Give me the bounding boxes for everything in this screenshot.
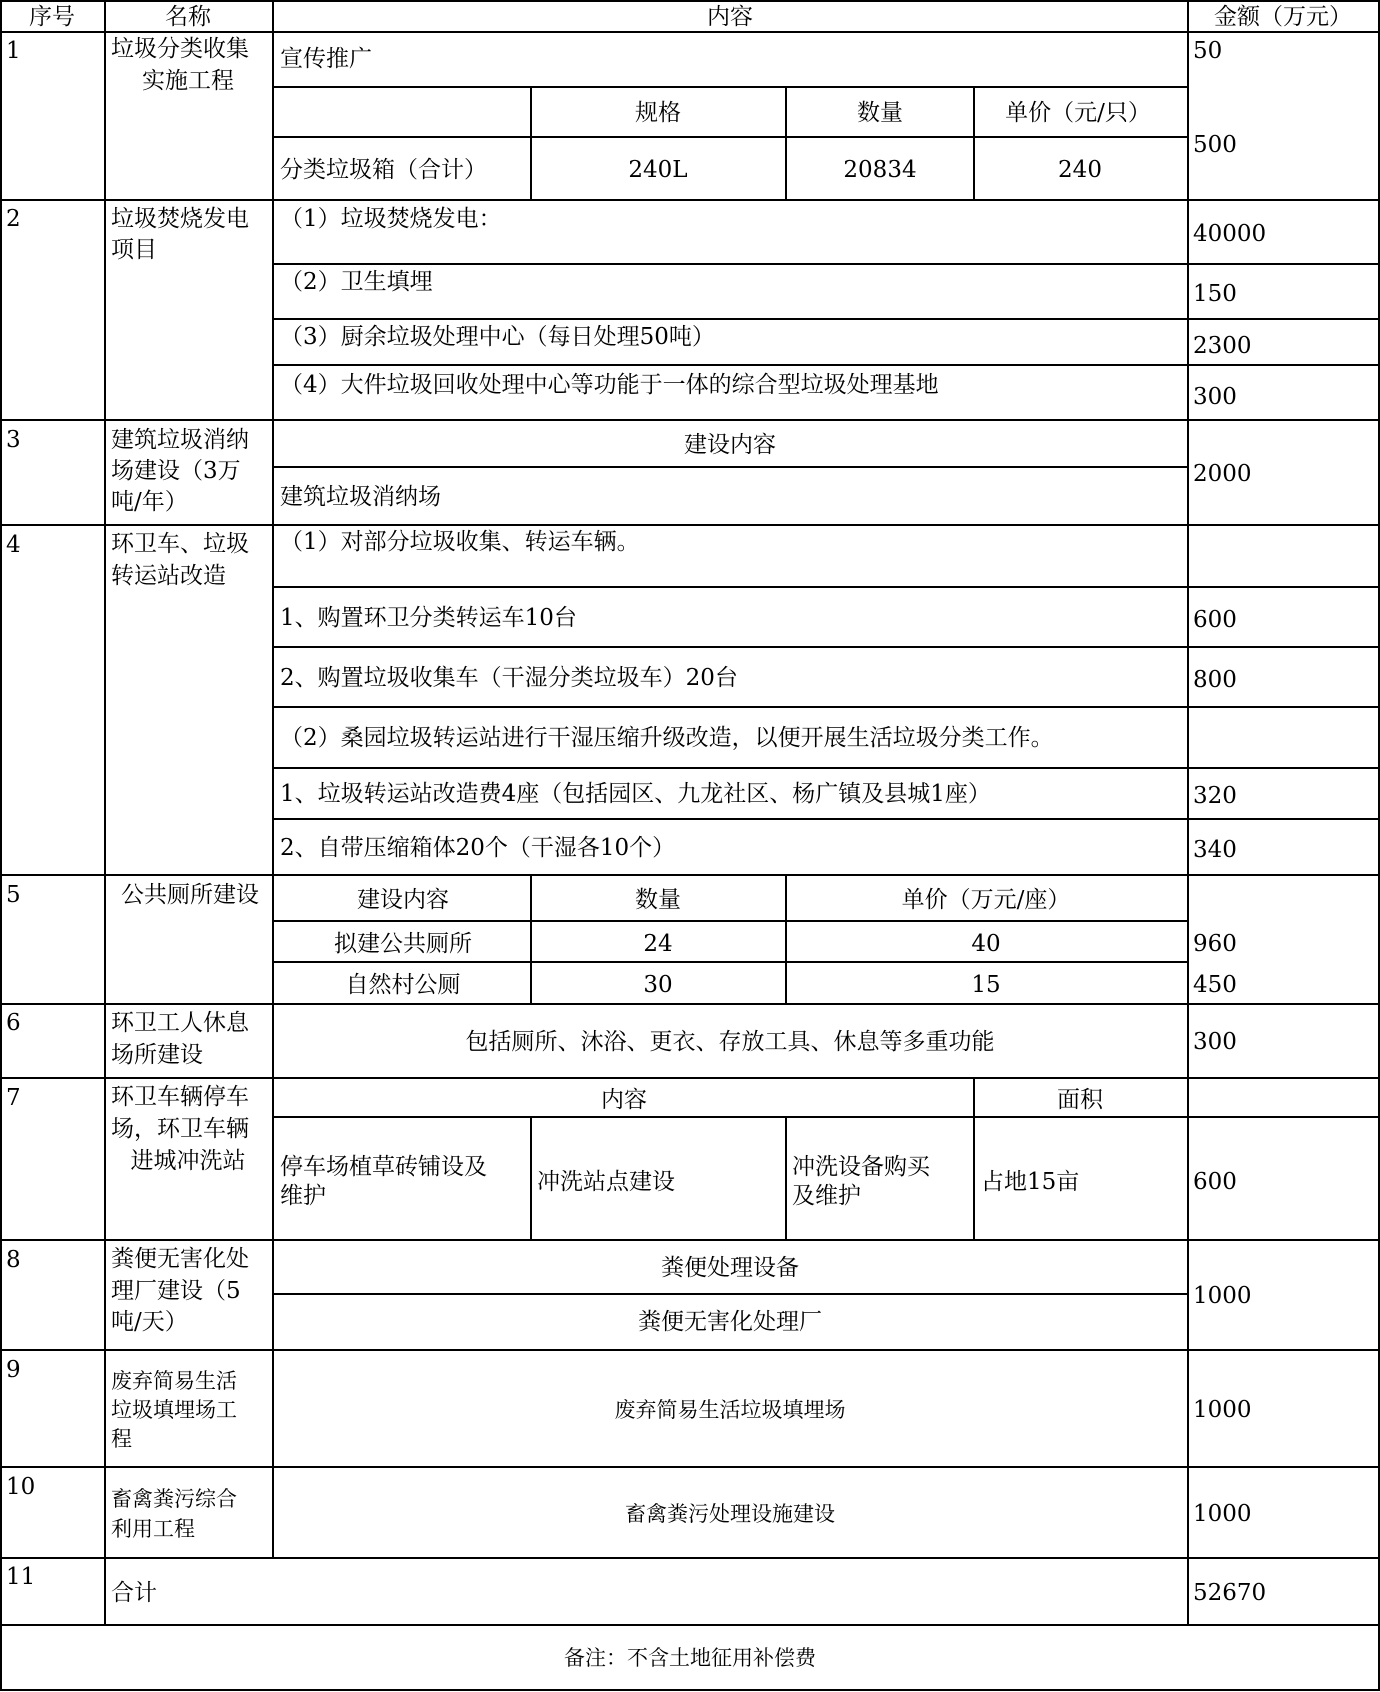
- total-label: 合计: [111, 1580, 157, 1606]
- grid-line: [0, 1077, 1380, 1079]
- row-no: 3: [6, 427, 21, 453]
- header-content: 内容: [707, 4, 753, 30]
- grid-line: [1187, 0, 1189, 1624]
- cell-text: 冲洗站点建设: [537, 1169, 675, 1195]
- grid-line: [274, 1116, 1380, 1118]
- header-name: 名称: [165, 4, 211, 30]
- col-header: 规格: [635, 100, 681, 126]
- row-no: 1: [6, 38, 21, 64]
- row-no: 6: [6, 1010, 21, 1036]
- row-no: 9: [6, 1357, 21, 1383]
- grid-line: [274, 466, 1188, 468]
- grid-line: [530, 86, 532, 199]
- row-no: 8: [6, 1247, 21, 1273]
- grid-line: [274, 767, 1380, 769]
- row-name: 环卫工人休息: [111, 1010, 249, 1036]
- cell-text: （1）对部分垃圾收集、转运车辆。: [280, 529, 640, 555]
- grid-line: [274, 961, 1188, 963]
- grid-line: [530, 1116, 532, 1239]
- grid-line: [274, 706, 1380, 708]
- grid-line: [274, 364, 1380, 366]
- grid-line: [0, 199, 1380, 201]
- row-name: 畜禽粪污综合: [111, 1487, 237, 1511]
- cell-amount: 600: [1193, 1169, 1237, 1195]
- row-name: 场建设（3万: [111, 458, 241, 484]
- cell-amount: 450: [1193, 972, 1237, 998]
- cell-text: 维护: [280, 1183, 326, 1209]
- grid-line: [0, 1003, 1380, 1005]
- col-header: 单价（万元/座）: [901, 887, 1071, 913]
- row-name: 实施工程: [142, 68, 234, 94]
- grid-line: [0, 1239, 1380, 1241]
- cell-text: （4）大件垃圾回收处理中心等功能于一体的综合型垃圾处理基地: [280, 372, 939, 398]
- row-name: 粪便无害化处: [111, 1246, 249, 1272]
- row-name: 利用工程: [111, 1517, 195, 1541]
- grid-line: [274, 646, 1380, 648]
- cell-amount: 1000: [1193, 1397, 1252, 1423]
- grid-line: [272, 0, 274, 1557]
- grid-line: [0, 1466, 1380, 1468]
- grid-line: [274, 136, 1188, 138]
- cell-text: 30: [643, 972, 673, 998]
- row-name: 垃圾填埋场工: [111, 1398, 237, 1422]
- row-name: 吨/年）: [111, 489, 188, 515]
- cell-text: 15: [971, 972, 1001, 998]
- cell-text: 建筑垃圾消纳场: [280, 484, 441, 510]
- cell-amount: 40000: [1193, 221, 1267, 247]
- grid-line: [274, 586, 1380, 588]
- cell-amount: 1000: [1193, 1501, 1252, 1527]
- row-no: 2: [6, 206, 21, 232]
- row-name: 公共厕所建设: [121, 882, 259, 908]
- cell-text: 240: [1058, 157, 1102, 183]
- grid-line: [0, 1689, 1380, 1691]
- cell-text: 及维护: [792, 1183, 861, 1209]
- cell-text: （2）桑园垃圾转运站进行干湿压缩升级改造，以便开展生活垃圾分类工作。: [280, 725, 1054, 751]
- cell-text: 停车场植草砖铺设及: [280, 1154, 487, 1180]
- row-no: 5: [6, 882, 21, 908]
- grid-line: [0, 0, 2, 1691]
- grid-line: [530, 874, 532, 1003]
- row-name: 场，环卫车辆: [111, 1116, 249, 1142]
- cell-text: 20834: [843, 157, 917, 183]
- row-name: 废弃简易生活: [111, 1369, 237, 1393]
- cell-text: （2）卫生填埋: [280, 269, 433, 295]
- cell-text: 冲洗设备购买: [792, 1154, 930, 1180]
- grid-line: [0, 524, 1380, 526]
- cell-text: 分类垃圾箱（合计）: [280, 157, 487, 183]
- grid-line: [274, 86, 1188, 88]
- col-header: 面积: [1057, 1087, 1103, 1113]
- grid-line: [274, 1293, 1188, 1295]
- row-name: 场所建设: [111, 1042, 203, 1068]
- cell-amount: 600: [1193, 607, 1237, 633]
- row-name: 理厂建设（5: [111, 1278, 241, 1304]
- cell-text: 2、购置垃圾收集车（干湿分类垃圾车）20台: [280, 665, 738, 691]
- row-name: 垃圾分类收集: [111, 36, 249, 62]
- cell-text: 粪便无害化处理厂: [638, 1309, 822, 1335]
- row-no: 7: [6, 1085, 21, 1111]
- cell-text: 1、购置环卫分类转运车10台: [280, 605, 577, 631]
- cell-text: （3）厨余垃圾处理中心（每日处理50吨）: [280, 324, 715, 350]
- grid-line: [0, 1557, 1380, 1559]
- grid-line: [785, 86, 787, 199]
- col-header: 数量: [635, 887, 681, 913]
- grid-line: [973, 1077, 975, 1239]
- cell-text: 畜禽粪污处理设施建设: [625, 1502, 835, 1526]
- row-name: 建筑垃圾消纳: [111, 427, 249, 453]
- row-name: 项目: [111, 237, 157, 263]
- cell-text: 2、自带压缩箱体20个（干湿各10个）: [280, 835, 676, 861]
- grid-line: [0, 874, 1380, 876]
- grid-line: [0, 419, 1380, 421]
- cell-amount: 1000: [1193, 1283, 1252, 1309]
- cell-text: 宣传推广: [280, 46, 372, 72]
- cell-text: 240L: [628, 157, 688, 183]
- row-name: 转运站改造: [111, 563, 226, 589]
- grid-line: [274, 920, 1188, 922]
- cell-amount: 340: [1193, 837, 1237, 863]
- cell-header: 建设内容: [684, 432, 776, 458]
- grid-line: [785, 1116, 787, 1239]
- row-no: 10: [6, 1474, 36, 1500]
- cell-text: 粪便处理设备: [661, 1255, 799, 1281]
- cell-text: 拟建公共厕所: [334, 931, 472, 957]
- col-header: 建设内容: [357, 887, 449, 913]
- col-header: 数量: [857, 100, 903, 126]
- cell-text: 包括厕所、沐浴、更衣、存放工具、休息等多重功能: [465, 1029, 995, 1055]
- grid-line: [0, 1624, 1380, 1626]
- cell-amount: 320: [1193, 783, 1237, 809]
- cell-amount: 150: [1193, 281, 1237, 307]
- cell-amount: 300: [1193, 384, 1237, 410]
- col-header: 单价（元/只）: [1005, 100, 1151, 126]
- total-amount: 52670: [1193, 1580, 1267, 1606]
- footnote: 备注：不含土地征用补偿费: [564, 1646, 816, 1670]
- header-no: 序号: [29, 4, 75, 30]
- grid-line: [274, 318, 1380, 320]
- grid-line: [785, 874, 787, 1003]
- row-name: 环卫车辆停车: [111, 1084, 249, 1110]
- cell-amount: 2300: [1193, 333, 1252, 359]
- grid-line: [973, 86, 975, 199]
- cell-text: 占地15亩: [981, 1169, 1080, 1195]
- col-header: 内容: [601, 1087, 647, 1113]
- cell-text: 40: [971, 931, 1001, 957]
- cell-amount: 500: [1193, 132, 1237, 158]
- cell-text: 24: [643, 931, 673, 957]
- row-no: 11: [6, 1564, 36, 1590]
- grid-line: [274, 818, 1380, 820]
- cell-text: （1）垃圾焚烧发电：: [280, 206, 502, 232]
- grid-line: [0, 1349, 1380, 1351]
- cell-amount: 800: [1193, 667, 1237, 693]
- header-amount: 金额（万元）: [1214, 4, 1352, 30]
- cell-amount: 50: [1193, 38, 1223, 64]
- row-no: 4: [6, 532, 21, 558]
- cell-amount: 2000: [1193, 461, 1252, 487]
- row-name: 进城冲洗站: [130, 1148, 246, 1174]
- row-name: 环卫车、垃圾: [111, 531, 249, 557]
- row-name: 垃圾焚烧发电: [111, 206, 249, 232]
- cell-text: 自然村公厕: [345, 972, 461, 998]
- cell-text: 废弃简易生活垃圾填埋场: [614, 1398, 846, 1422]
- cell-amount: 960: [1193, 931, 1237, 957]
- cell-text: 1、垃圾转运站改造费4座（包括园区、九龙社区、杨广镇及县城1座）: [280, 781, 991, 807]
- grid-line: [104, 0, 106, 1624]
- row-name: 程: [111, 1427, 132, 1451]
- row-name: 吨/天）: [111, 1309, 188, 1335]
- grid-line: [274, 263, 1380, 265]
- cell-amount: 300: [1193, 1029, 1237, 1055]
